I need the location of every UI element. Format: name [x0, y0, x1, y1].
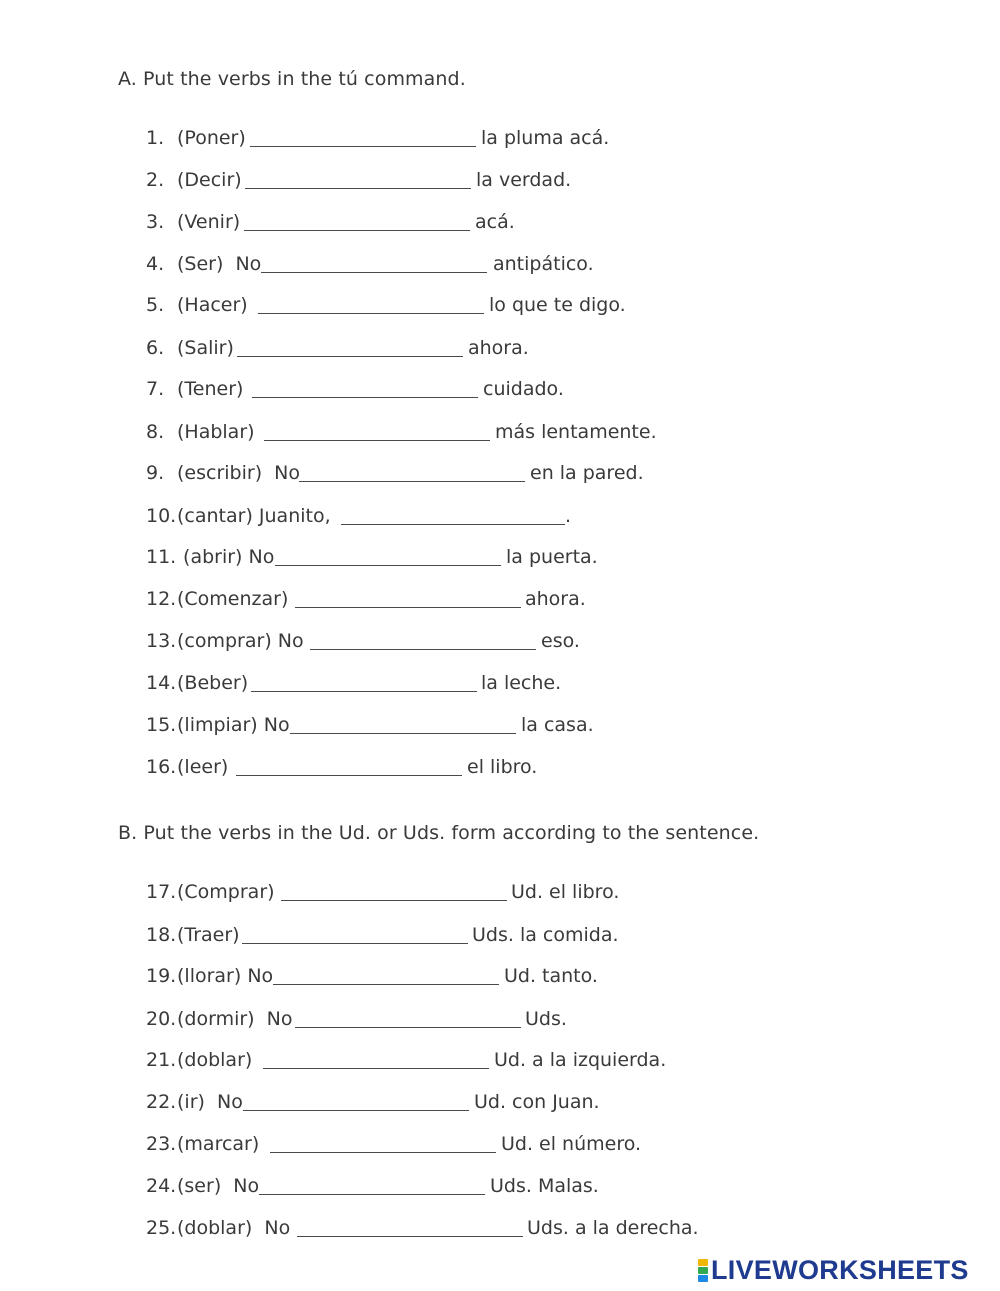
- exercise-item: [0, 710, 1000, 740]
- section-a-heading: A. Put the verbs in the tú command.: [118, 68, 466, 90]
- exercise-item: [0, 1171, 1000, 1201]
- exercise-item: [0, 1129, 1000, 1159]
- item-verb: (Decir): [177, 169, 242, 191]
- item-sentence-end: la pluma acá.: [481, 127, 610, 149]
- item-number: 18.: [146, 924, 177, 946]
- exercise-item: [0, 1087, 1000, 1117]
- exercise-item: [0, 417, 1000, 447]
- answer-blank[interactable]: [244, 207, 470, 231]
- exercise-item: [0, 1213, 1000, 1243]
- liveworksheets-logo-icon: [698, 1259, 708, 1282]
- item-number: 10.: [146, 505, 177, 527]
- exercise-item: [0, 668, 1000, 698]
- item-sentence-end: ahora.: [468, 337, 529, 359]
- item-number: 14.: [146, 672, 177, 694]
- item-number: 21.: [146, 1049, 177, 1071]
- item-verb: (Salir): [177, 337, 234, 359]
- answer-blank[interactable]: [236, 752, 462, 776]
- item-number: 11.: [146, 546, 177, 568]
- item-number: 15.: [146, 714, 177, 736]
- item-number: 19.: [146, 965, 177, 987]
- answer-blank[interactable]: [263, 1045, 489, 1069]
- answer-blank[interactable]: [264, 417, 490, 441]
- item-number: 5.: [146, 294, 165, 316]
- item-sentence-end: ahora.: [525, 588, 586, 610]
- answer-blank[interactable]: [270, 1129, 496, 1153]
- item-sentence-end: el libro.: [467, 756, 538, 778]
- logo-mark-bottom: [698, 1275, 708, 1282]
- item-verb: (Hablar): [177, 421, 255, 443]
- item-number: 6.: [146, 337, 165, 359]
- item-verb: (Comenzar): [177, 588, 289, 610]
- answer-blank[interactable]: [258, 290, 484, 314]
- item-verb: (Venir): [177, 211, 241, 233]
- item-verb: (comprar) No: [177, 630, 304, 652]
- item-number: 4.: [146, 253, 165, 275]
- exercise-item: [0, 249, 1000, 279]
- answer-blank[interactable]: [275, 542, 501, 566]
- item-number: 12.: [146, 588, 177, 610]
- exercise-item: [0, 752, 1000, 782]
- item-verb: (Traer): [177, 924, 240, 946]
- item-verb: (escribir) No: [177, 462, 301, 484]
- item-number: 23.: [146, 1133, 177, 1155]
- logo-text: LIVEWORKSHEETS: [711, 1254, 969, 1285]
- item-sentence-end: eso.: [541, 630, 580, 652]
- answer-blank[interactable]: [252, 374, 478, 398]
- exercise-item: [0, 374, 1000, 404]
- item-number: 8.: [146, 421, 165, 443]
- exercise-item: [0, 877, 1000, 907]
- item-sentence-end: en la pared.: [530, 462, 644, 484]
- item-verb: (dormir) No: [177, 1008, 293, 1030]
- exercise-item: [0, 961, 1000, 991]
- answer-blank[interactable]: [341, 501, 565, 525]
- exercise-item: [0, 458, 1000, 488]
- exercise-item: [0, 123, 1000, 153]
- item-verb: (llorar) No: [177, 965, 274, 987]
- item-sentence-end: Uds. Malas.: [490, 1175, 599, 1197]
- answer-blank[interactable]: [297, 1213, 523, 1237]
- item-verb: (leer): [177, 756, 229, 778]
- exercise-item: [0, 584, 1000, 614]
- item-sentence-end: Ud. tanto.: [504, 965, 598, 987]
- item-sentence-end: cuidado.: [483, 378, 564, 400]
- item-sentence-end: Uds.: [525, 1008, 567, 1030]
- item-verb: (Poner): [177, 127, 246, 149]
- item-number: 3.: [146, 211, 165, 233]
- item-sentence-end: la leche.: [481, 672, 562, 694]
- item-number: 20.: [146, 1008, 177, 1030]
- item-sentence-end: más lentamente.: [495, 421, 657, 443]
- item-number: 24.: [146, 1175, 177, 1197]
- item-number: 22.: [146, 1091, 177, 1113]
- item-number: 25.: [146, 1217, 177, 1239]
- item-verb: (Ser) No: [177, 253, 262, 275]
- item-verb: (limpiar) No: [177, 714, 290, 736]
- item-number: 2.: [146, 169, 165, 191]
- answer-blank[interactable]: [299, 458, 525, 482]
- item-sentence-end: Ud. el número.: [501, 1133, 642, 1155]
- exercise-item: [0, 207, 1000, 237]
- exercise-item: [0, 290, 1000, 320]
- answer-blank[interactable]: [259, 1171, 485, 1195]
- answer-blank[interactable]: [295, 584, 521, 608]
- answer-blank[interactable]: [261, 249, 487, 273]
- item-sentence-end: la verdad.: [476, 169, 572, 191]
- item-sentence-end: Ud. con Juan.: [474, 1091, 600, 1113]
- item-verb: (Beber): [177, 672, 249, 694]
- item-sentence-end: Ud. el libro.: [511, 881, 620, 903]
- item-number: 7.: [146, 378, 165, 400]
- item-verb: (cantar) Juanito,: [177, 505, 331, 527]
- answer-blank[interactable]: [281, 877, 507, 901]
- logo-mark-middle: [698, 1267, 708, 1274]
- exercise-item: [0, 1004, 1000, 1034]
- answer-blank[interactable]: [242, 920, 468, 944]
- item-verb: (marcar): [177, 1133, 260, 1155]
- answer-blank[interactable]: [273, 961, 499, 985]
- item-sentence-end: lo que te digo.: [489, 294, 626, 316]
- exercise-item: [0, 333, 1000, 363]
- logo-mark-top: [698, 1259, 708, 1266]
- answer-blank[interactable]: [251, 668, 477, 692]
- item-sentence-end: la puerta.: [506, 546, 598, 568]
- item-number: 17.: [146, 881, 177, 903]
- item-number: 9.: [146, 462, 165, 484]
- item-sentence-end: antipático.: [493, 253, 594, 275]
- answer-blank[interactable]: [295, 1004, 521, 1028]
- exercise-item: [0, 920, 1000, 950]
- item-verb: (Comprar): [177, 881, 275, 903]
- answer-blank[interactable]: [237, 333, 463, 357]
- item-sentence-end: acá.: [475, 211, 515, 233]
- answer-blank[interactable]: [245, 165, 471, 189]
- liveworksheets-logo: [698, 1254, 969, 1286]
- item-verb: (abrir) No: [177, 546, 275, 568]
- item-number: 16.: [146, 756, 177, 778]
- item-verb: (doblar) No: [177, 1217, 291, 1239]
- exercise-item: [0, 165, 1000, 195]
- item-verb: (doblar): [177, 1049, 253, 1071]
- item-number: 13.: [146, 630, 177, 652]
- item-verb: (Tener): [177, 378, 244, 400]
- section-b-heading: B. Put the verbs in the Ud. or Uds. form according to the sentence.: [118, 822, 760, 844]
- item-number: 1.: [146, 127, 165, 149]
- exercise-item: [0, 542, 1000, 572]
- answer-blank[interactable]: [290, 710, 516, 734]
- answer-blank[interactable]: [250, 123, 476, 147]
- item-verb: (Hacer): [177, 294, 248, 316]
- exercise-item: [0, 1045, 1000, 1075]
- exercise-item: [0, 501, 1000, 531]
- item-sentence-end: la casa.: [521, 714, 594, 736]
- item-sentence-end: Uds. la comida.: [472, 924, 619, 946]
- item-verb: (ir) No: [177, 1091, 243, 1113]
- item-sentence-end: Uds. a la derecha.: [527, 1217, 699, 1239]
- item-sentence-end: .: [565, 505, 572, 527]
- item-sentence-end: Ud. a la izquierda.: [494, 1049, 667, 1071]
- exercise-item: [0, 626, 1000, 656]
- answer-blank[interactable]: [310, 626, 536, 650]
- item-verb: (ser) No: [177, 1175, 260, 1197]
- answer-blank[interactable]: [243, 1087, 469, 1111]
